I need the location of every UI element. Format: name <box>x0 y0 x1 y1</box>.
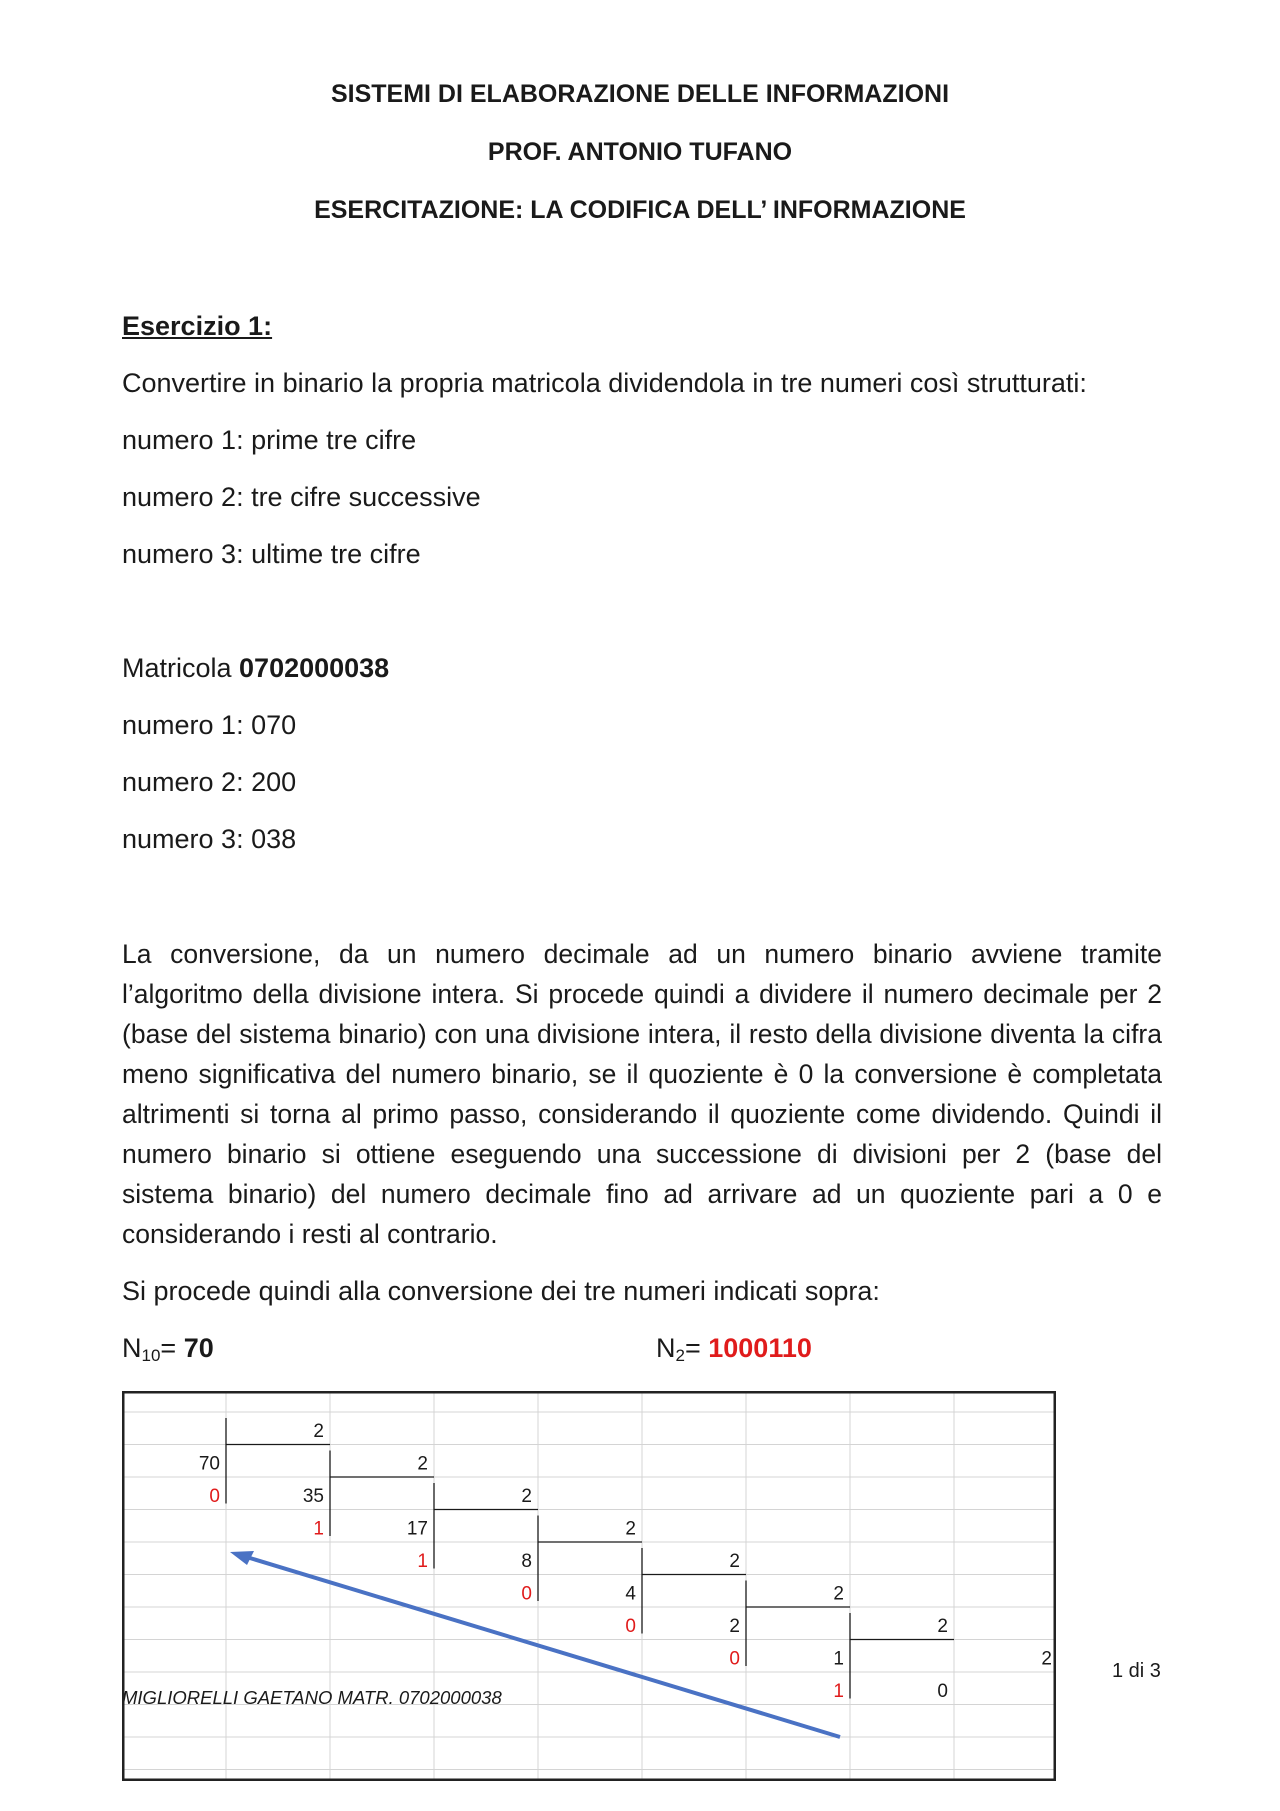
page-number: 1 di 3 <box>1112 1660 1161 1682</box>
exercise-title: ESERCITAZIONE: LA CODIFICA DELL’ INFORMAZIONE <box>314 196 966 224</box>
spreadsheet-grid <box>122 1391 1056 1781</box>
step-divisor: 2 <box>313 1421 324 1442</box>
step-divisor: 2 <box>833 1583 844 1605</box>
decimal-value: 70 <box>183 1333 214 1363</box>
step-dividend: 70 <box>198 1453 220 1475</box>
course-title: SISTEMI DI ELABORAZIONE DELLE INFORMAZIONI <box>330 80 950 108</box>
step-dividend: 1 <box>833 1648 844 1670</box>
step-divisor: 2 <box>1041 1648 1052 1670</box>
step-remainder: 0 <box>625 1616 636 1637</box>
step-divisor: 2 <box>937 1616 948 1637</box>
number-1: numero 1: 070 <box>122 710 297 740</box>
division-spreadsheet <box>122 1391 1056 1781</box>
binary-number: $N_2= 1000110$ <box>656 1333 812 1365</box>
arrow-head <box>230 1551 254 1565</box>
explanation-paragraph: La conversione, da un numero decimale ad un numero binario avviene tramite l’algoritmo della divisione intera. Si procede quindi a dividere il numero decimale per 2 (base del sistema binario) con una divisione intera, il resto della divisione diventa la cifra meno significativa del numero binario, se il quoziente è 0 la conversione è completata altrimenti si torna al primo passo, considerando il quoziente come dividendo. Quindi il numero binario si ottiene eseguendo una successione di divisioni per 2 (base del sistema binario) del numero decimale fino ad arrivare ad un quoziente pari a 0 e considerando i resti al contrario. <box>122 939 1162 1249</box>
rule-1: numero 1: prime tre cifre <box>122 425 417 455</box>
step-remainder: 0 <box>729 1648 740 1670</box>
step-remainder: 1 <box>313 1518 324 1540</box>
number-3: numero 3: 038 <box>122 824 297 854</box>
matricola-value: 0702000038 <box>239 653 390 683</box>
division-steps <box>199 1418 1052 1702</box>
step-dividend: 8 <box>521 1551 532 1572</box>
step-dividend: 35 <box>302 1486 324 1507</box>
binary-value: 1000110 <box>708 1333 812 1363</box>
step-dividend: 17 <box>406 1518 428 1540</box>
sheet-footer: MIGLIORELLI GAETANO MATR. 0702000038 <box>122 1687 502 1708</box>
spreadsheet-border <box>123 1392 1055 1780</box>
step-dividend: 0 <box>937 1681 948 1702</box>
rule-3: numero 3: ultime tre cifre <box>122 539 421 569</box>
rule-2: numero 2: tre cifre successive <box>122 482 481 512</box>
professor-name: PROF. ANTONIO TUFANO <box>487 138 793 166</box>
step-remainder: 0 <box>209 1486 220 1507</box>
step-remainder: 0 <box>521 1583 532 1605</box>
step-divisor: 2 <box>729 1551 740 1572</box>
step-dividend: 2 <box>729 1616 740 1637</box>
matricola-line <box>122 653 389 684</box>
number-2: numero 2: 200 <box>122 767 297 797</box>
exercise-heading: Esercizio 1: <box>122 311 273 341</box>
step-divisor: 2 <box>417 1453 428 1475</box>
step-divisor: 2 <box>625 1518 636 1540</box>
decimal-number: $N_{10}= 70$ <box>122 1333 214 1365</box>
matricola-label: Matricola <box>122 653 240 683</box>
step-dividend: 4 <box>625 1583 636 1605</box>
reading-direction-arrow <box>230 1551 840 1737</box>
step-remainder: 1 <box>833 1681 844 1702</box>
step-divisor: 2 <box>521 1486 532 1507</box>
step-remainder: 1 <box>417 1551 428 1572</box>
conversion-intro: Si procede quindi alla conversione dei tre numeri indicati sopra: <box>122 1276 880 1306</box>
exercise-prompt: Convertire in binario la propria matricola dividendola in tre numeri così strutturati: <box>122 368 1087 398</box>
